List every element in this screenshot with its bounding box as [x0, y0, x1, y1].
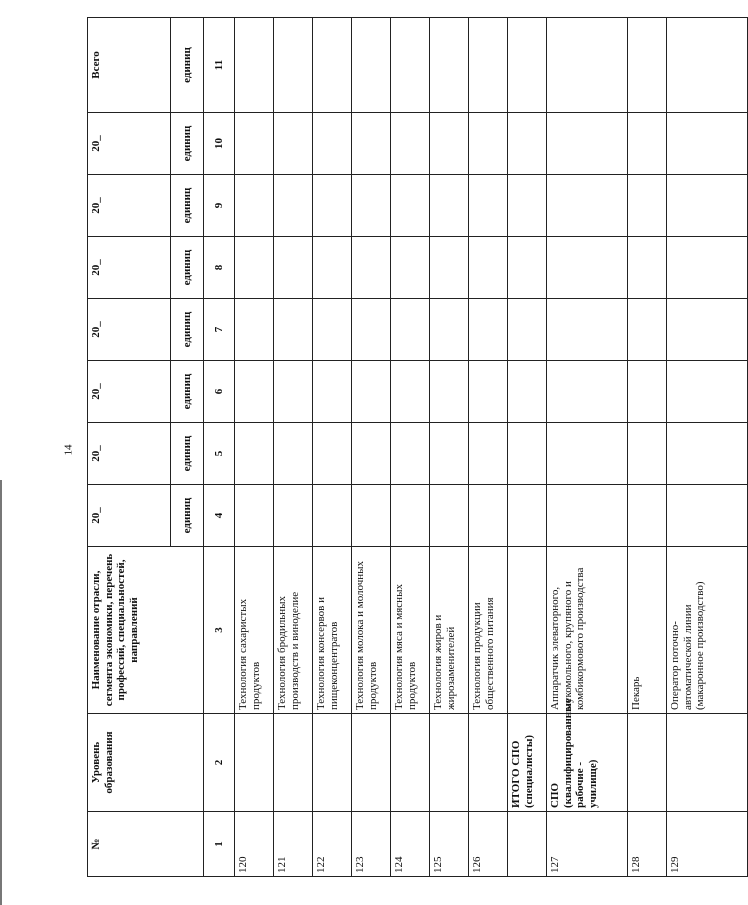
table-row [547, 18, 628, 877]
col-number: 3 [204, 547, 235, 714]
row-number: 127 [547, 812, 628, 877]
table-row [469, 18, 508, 877]
value-cell [313, 423, 352, 485]
unit-cell: единиц [171, 361, 204, 423]
value-cell [391, 18, 430, 113]
row-level [667, 714, 748, 812]
value-cell [391, 113, 430, 175]
unit-cell: единиц [171, 175, 204, 237]
row-name: Технология продукции общественного питания [469, 547, 508, 714]
value-cell [628, 237, 667, 299]
value-cell [352, 361, 391, 423]
value-cell [547, 18, 628, 113]
row-number: 129 [667, 812, 748, 877]
rotated-table-wrapper [87, 17, 707, 877]
value-cell [667, 237, 748, 299]
row-name: Технология сахаристых продуктов [235, 547, 274, 714]
value-cell [274, 18, 313, 113]
value-cell [508, 361, 547, 423]
row-name: Технология жиров и жирозаменителей [430, 547, 469, 714]
value-cell [430, 237, 469, 299]
scan-edge-line [0, 480, 2, 905]
value-cell [274, 361, 313, 423]
value-cell [547, 113, 628, 175]
col-number: 9 [204, 175, 235, 237]
table-row [235, 18, 274, 877]
value-cell [469, 423, 508, 485]
row-level [469, 714, 508, 812]
col-number: 1 [204, 812, 235, 877]
value-cell [274, 423, 313, 485]
col-number: 2 [204, 714, 235, 812]
row-number: 121 [274, 812, 313, 877]
value-cell [391, 361, 430, 423]
table-row [352, 18, 391, 877]
row-name: Технология консервов и пищеконцентратов [313, 547, 352, 714]
value-cell [391, 299, 430, 361]
value-cell [508, 113, 547, 175]
header-year: 20_ [88, 361, 171, 423]
value-cell [391, 175, 430, 237]
column-numbers-row [204, 18, 235, 877]
value-cell [235, 18, 274, 113]
unit-cell: единиц [171, 113, 204, 175]
col-number: 10 [204, 113, 235, 175]
value-cell [430, 113, 469, 175]
col-number: 5 [204, 423, 235, 485]
row-name: Пекарь [628, 547, 667, 714]
value-cell [430, 423, 469, 485]
unit-cell: единиц [171, 485, 204, 547]
table-row [667, 18, 748, 877]
value-cell [430, 18, 469, 113]
value-cell [352, 237, 391, 299]
value-cell [547, 237, 628, 299]
value-cell [667, 18, 748, 113]
value-cell [508, 485, 547, 547]
table-row [628, 18, 667, 877]
value-cell [235, 423, 274, 485]
value-cell [313, 361, 352, 423]
header-year: 20_ [88, 175, 171, 237]
header-year: 20_ [88, 237, 171, 299]
row-level [274, 714, 313, 812]
value-cell [235, 361, 274, 423]
value-cell [469, 299, 508, 361]
value-cell [667, 485, 748, 547]
value-cell [547, 299, 628, 361]
row-level [430, 714, 469, 812]
value-cell [628, 485, 667, 547]
header-no: № [88, 812, 204, 877]
value-cell [469, 18, 508, 113]
row-level [391, 714, 430, 812]
header-name: Наименование отрасли, сегмента экономики, перечень профессий, специальностей, направлений [88, 547, 204, 714]
value-cell [469, 485, 508, 547]
value-cell [313, 299, 352, 361]
row-name: Технология молока и молочных продуктов [352, 547, 391, 714]
unit-cell: единиц [171, 237, 204, 299]
page-number: 14 [62, 444, 74, 456]
unit-cell: единиц [171, 423, 204, 485]
value-cell [469, 113, 508, 175]
value-cell [508, 237, 547, 299]
row-level: СПО (квалифицированные рабочие - училище) [547, 714, 628, 812]
data-table [87, 17, 748, 877]
row-number: 125 [430, 812, 469, 877]
value-cell [235, 485, 274, 547]
value-cell [391, 237, 430, 299]
value-cell [628, 423, 667, 485]
value-cell [667, 299, 748, 361]
header-level: Уровень образования [88, 714, 204, 812]
row-number: 128 [628, 812, 667, 877]
value-cell [628, 299, 667, 361]
value-cell [628, 113, 667, 175]
value-cell [313, 175, 352, 237]
value-cell [628, 18, 667, 113]
row-number: 124 [391, 812, 430, 877]
row-number: 126 [469, 812, 508, 877]
value-cell [235, 237, 274, 299]
unit-cell: единиц [171, 299, 204, 361]
row-number: 120 [235, 812, 274, 877]
value-cell [274, 175, 313, 237]
value-cell [391, 423, 430, 485]
value-cell [235, 175, 274, 237]
header-year: 20_ [88, 113, 171, 175]
row-name [508, 547, 547, 714]
value-cell [667, 361, 748, 423]
row-number [508, 812, 547, 877]
value-cell [508, 299, 547, 361]
value-cell [352, 113, 391, 175]
header-row [88, 18, 171, 877]
value-cell [313, 237, 352, 299]
value-cell [547, 175, 628, 237]
value-cell [274, 485, 313, 547]
row-level [235, 714, 274, 812]
row-number: 123 [352, 812, 391, 877]
value-cell [628, 361, 667, 423]
unit-cell: единиц [171, 18, 204, 113]
col-number: 7 [204, 299, 235, 361]
value-cell [274, 299, 313, 361]
col-number: 4 [204, 485, 235, 547]
value-cell [508, 175, 547, 237]
value-cell [352, 175, 391, 237]
value-cell [430, 361, 469, 423]
row-number: 122 [313, 812, 352, 877]
value-cell [274, 113, 313, 175]
value-cell [430, 299, 469, 361]
header-year: 20_ [88, 485, 171, 547]
value-cell [667, 175, 748, 237]
row-level: ИТОГО СПО (специалисты) [508, 714, 547, 812]
table-row [508, 18, 547, 877]
value-cell [430, 485, 469, 547]
row-level [628, 714, 667, 812]
value-cell [352, 485, 391, 547]
row-name: Аппаратчик элеваторного, мукомольного, крупяного и комбикормового производства [547, 547, 628, 714]
value-cell [667, 113, 748, 175]
value-cell [352, 299, 391, 361]
value-cell [667, 423, 748, 485]
value-cell [274, 237, 313, 299]
value-cell [235, 113, 274, 175]
value-cell [352, 18, 391, 113]
header-year: 20_ [88, 423, 171, 485]
table-row [313, 18, 352, 877]
table-row [391, 18, 430, 877]
value-cell [352, 423, 391, 485]
table-row [274, 18, 313, 877]
table-body [235, 18, 748, 877]
row-name: Оператор поточно-автоматической линии (макаронное производство) [667, 547, 748, 714]
value-cell [313, 485, 352, 547]
col-number: 11 [204, 18, 235, 113]
value-cell [547, 361, 628, 423]
header-year: 20_ [88, 299, 171, 361]
value-cell [469, 237, 508, 299]
value-cell [235, 299, 274, 361]
value-cell [469, 175, 508, 237]
value-cell [469, 361, 508, 423]
value-cell [391, 485, 430, 547]
col-number: 6 [204, 361, 235, 423]
row-name: Технология мяса и мясных продуктов [391, 547, 430, 714]
value-cell [508, 423, 547, 485]
value-cell [547, 485, 628, 547]
header-total: Всего [88, 18, 171, 113]
value-cell [430, 175, 469, 237]
col-number: 8 [204, 237, 235, 299]
row-level [313, 714, 352, 812]
table-row [430, 18, 469, 877]
value-cell [508, 18, 547, 113]
value-cell [313, 113, 352, 175]
row-level [352, 714, 391, 812]
row-name: Технология бродильных производств и виноделие [274, 547, 313, 714]
value-cell [313, 18, 352, 113]
value-cell [628, 175, 667, 237]
value-cell [547, 423, 628, 485]
